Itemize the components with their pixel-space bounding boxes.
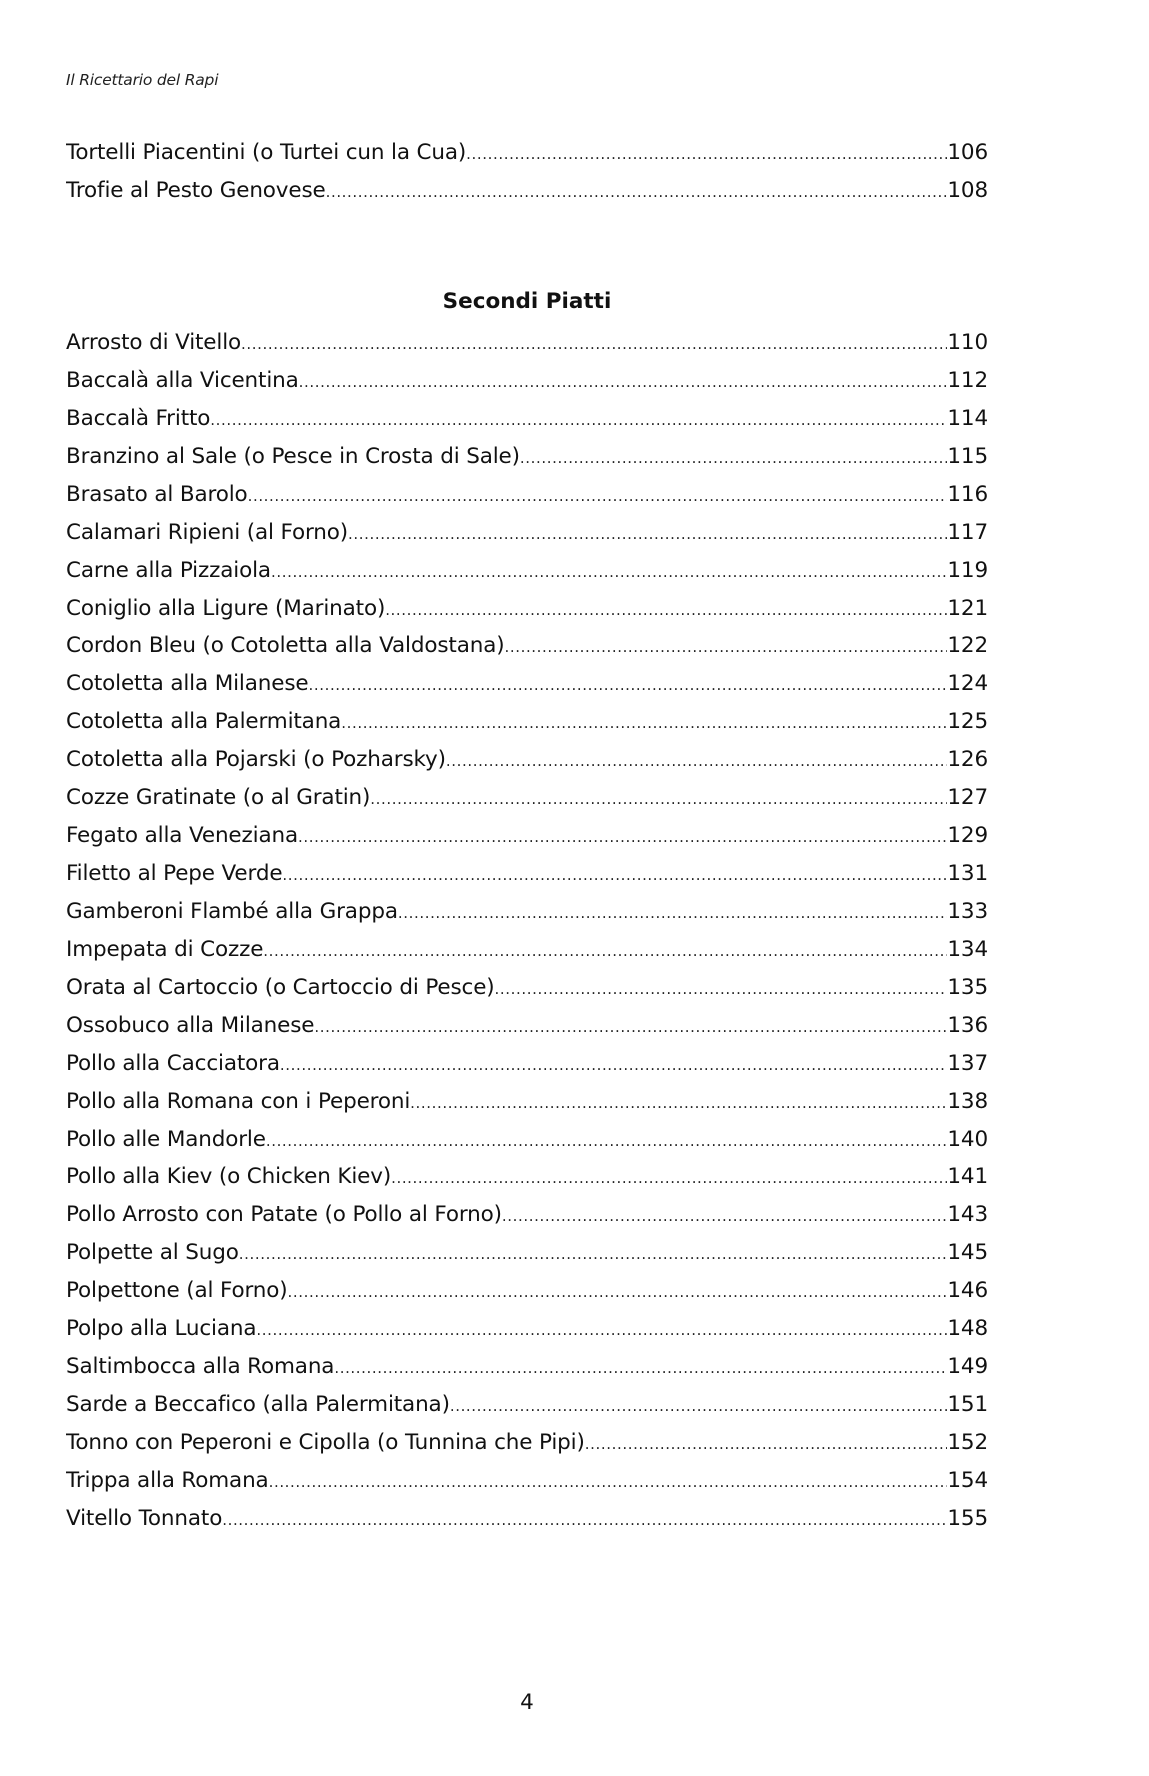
toc-entry-page: 106 — [947, 140, 988, 165]
toc-entry[interactable] — [66, 973, 988, 1003]
toc-entry[interactable] — [66, 1276, 988, 1306]
dot-leader — [308, 670, 947, 699]
toc-entry[interactable] — [66, 859, 988, 889]
toc-entry[interactable] — [66, 1125, 988, 1155]
dot-leader — [282, 860, 947, 889]
toc-entry-title: Cotoletta alla Palermitana — [66, 709, 342, 735]
toc-entry-title: Pollo alla Romana con i Peperoni — [66, 1088, 411, 1114]
dot-leader — [385, 595, 947, 624]
toc-entry-title: Brasato al Barolo — [66, 481, 248, 507]
toc-entry-page: 151 — [947, 1392, 988, 1418]
toc-entry-page: 155 — [947, 1505, 988, 1531]
toc-entry-page: 124 — [947, 671, 988, 697]
dot-leader — [314, 1012, 947, 1041]
toc-entry[interactable] — [66, 1200, 988, 1230]
toc-entry-title: Pollo Arrosto con Patate (o Pollo al Forno) — [66, 1202, 502, 1228]
toc-entry[interactable] — [66, 745, 988, 775]
toc-entry[interactable] — [66, 366, 988, 396]
dot-leader — [263, 936, 947, 965]
toc-entry[interactable] — [66, 556, 988, 586]
toc-entry-page: 117 — [947, 519, 988, 545]
toc-entry-page: 114 — [947, 405, 988, 431]
running-header: Il Ricettario del Rapi — [66, 71, 219, 89]
toc-entry-page: 148 — [947, 1316, 988, 1342]
page-number: 4 — [520, 1690, 534, 1715]
dot-leader — [288, 1277, 948, 1306]
toc-entry[interactable] — [66, 328, 988, 358]
toc-entry-title: Filetto al Pepe Verde — [66, 861, 283, 887]
toc-entry-page: 134 — [947, 936, 988, 962]
toc-entry-title: Polpettone (al Forno) — [66, 1278, 288, 1304]
toc-entry-page: 135 — [947, 974, 988, 1000]
toc-entry-page: 136 — [947, 1012, 988, 1038]
toc-entry-title: Ossobuco alla Milanese — [66, 1012, 315, 1038]
toc-entry-title: Pollo alla Cacciatora — [66, 1050, 280, 1076]
dot-leader — [410, 1088, 947, 1117]
toc-entry-page: 116 — [947, 481, 988, 507]
toc-entry[interactable] — [66, 480, 988, 510]
dot-leader — [239, 1239, 948, 1268]
toc-entry[interactable] — [66, 783, 988, 813]
toc-entry-title: Trippa alla Romana — [66, 1467, 269, 1493]
toc-entry-title: Calamari Ripieni (al Forno) — [66, 519, 349, 545]
toc-entry-title: Branzino al Sale (o Pesce in Crosta di Sale) — [66, 443, 520, 469]
toc-entry[interactable] — [66, 631, 988, 661]
toc-entry[interactable] — [66, 1049, 988, 1079]
toc-entry-page: 137 — [947, 1050, 988, 1076]
toc-entry[interactable] — [66, 1466, 988, 1496]
toc-entry[interactable] — [66, 404, 988, 434]
toc-entry-title: Cotoletta alla Milanese — [66, 671, 309, 697]
dot-leader — [241, 329, 947, 358]
toc-entry-title: Polpette al Sugo — [66, 1240, 239, 1266]
toc-entry-title: Sarde a Beccafico (alla Palermitana) — [66, 1392, 450, 1418]
toc-entry[interactable] — [66, 897, 988, 927]
toc-entry-title: Pollo alle Mandorle — [66, 1126, 266, 1152]
toc-entry[interactable] — [66, 1390, 988, 1420]
toc-entry-page: 121 — [947, 595, 988, 621]
toc-entry-title: Vitello Tonnato — [66, 1505, 223, 1531]
dot-leader — [398, 898, 948, 927]
toc-entry-page: 141 — [947, 1164, 988, 1190]
toc-entry-title: Fegato alla Veneziana — [66, 823, 298, 849]
toc-entry-page: 143 — [947, 1202, 988, 1228]
dot-leader — [450, 1391, 948, 1420]
dot-leader — [520, 443, 948, 472]
toc-entry[interactable] — [66, 1352, 988, 1382]
dot-leader — [348, 519, 947, 548]
toc-entry-title: Pollo alla Kiev (o Chicken Kiev) — [66, 1164, 392, 1190]
toc-entry-title: Arrosto di Vitello — [66, 330, 242, 355]
toc-entry-title: Orata al Cartoccio (o Cartoccio di Pesce) — [66, 974, 495, 1000]
toc-entry-title: Gamberoni Flambé alla Grappa — [66, 898, 398, 924]
toc-entry[interactable] — [66, 1011, 988, 1041]
dot-leader — [495, 974, 948, 1003]
dot-leader — [370, 784, 947, 813]
toc-entry[interactable] — [66, 518, 988, 548]
toc-entry-page: 110 — [947, 330, 988, 355]
dot-leader — [502, 1201, 948, 1230]
toc-entry[interactable] — [66, 442, 988, 472]
toc-entry[interactable] — [66, 138, 988, 168]
toc-entry-page: 127 — [947, 785, 988, 811]
toc-entry[interactable] — [66, 1504, 988, 1534]
dot-leader — [585, 1429, 948, 1458]
dot-leader — [391, 1163, 947, 1192]
toc-entry-title: Cozze Gratinate (o al Gratin) — [66, 785, 371, 811]
toc-entry-title: Cotoletta alla Pojarski (o Pozharsky) — [66, 747, 446, 773]
dot-leader — [256, 1315, 947, 1344]
toc-entry-page: 145 — [947, 1240, 988, 1266]
toc-entry-page: 122 — [947, 633, 988, 659]
toc-entry-page: 108 — [947, 177, 988, 203]
toc-entry-page: 112 — [947, 367, 988, 393]
toc-entry-title: Trofie al Pesto Genovese — [66, 177, 326, 203]
toc-entry-title: Baccalà alla Vicentina — [66, 367, 299, 393]
toc-entry-page: 154 — [947, 1467, 988, 1493]
dot-leader — [326, 177, 948, 206]
toc-entry-page: 146 — [947, 1278, 988, 1304]
toc-entry[interactable] — [66, 1087, 988, 1117]
toc-entry-title: Impepata di Cozze — [66, 936, 264, 962]
dot-leader — [298, 822, 947, 851]
toc-entry-title: Baccalà Fritto — [66, 405, 211, 431]
toc-entry-title: Cordon Bleu (o Cotoletta alla Valdostana) — [66, 633, 505, 659]
dot-leader — [334, 1353, 947, 1382]
dot-leader — [271, 557, 947, 586]
dot-leader — [222, 1505, 947, 1534]
toc-entry[interactable] — [66, 1428, 988, 1458]
dot-leader — [466, 139, 947, 168]
toc-entry-page: 115 — [947, 443, 988, 469]
toc-entry-page: 140 — [947, 1126, 988, 1152]
dot-leader — [269, 1467, 948, 1496]
dot-leader — [504, 632, 947, 661]
toc-entry[interactable] — [66, 821, 988, 851]
dot-leader — [446, 746, 948, 775]
toc-entry[interactable] — [66, 669, 988, 699]
toc-entry-title: Tonno con Peperoni e Cipolla (o Tunnina che Pipi) — [66, 1429, 585, 1455]
toc-entry-title: Saltimbocca alla Romana — [66, 1354, 335, 1380]
toc-entry[interactable] — [66, 935, 988, 965]
dot-leader — [341, 708, 947, 737]
toc-entry-page: 149 — [947, 1354, 988, 1380]
toc-entry[interactable] — [66, 1238, 988, 1268]
toc-entry[interactable] — [66, 1162, 988, 1192]
toc-entry-title: Carne alla Pizzaiola — [66, 557, 271, 583]
toc-entry-page: 133 — [947, 898, 988, 924]
dot-leader — [280, 1050, 948, 1079]
toc-entry[interactable] — [66, 594, 988, 624]
toc-entry-page: 129 — [947, 823, 988, 849]
dot-leader — [266, 1126, 948, 1155]
toc-entry[interactable] — [66, 176, 988, 206]
toc-entry[interactable] — [66, 707, 988, 737]
toc-entry-title: Polpo alla Luciana — [66, 1316, 257, 1342]
toc-entry-page: 138 — [947, 1088, 988, 1114]
toc-entry-page: 152 — [947, 1429, 988, 1455]
dot-leader — [299, 367, 948, 396]
dot-leader — [248, 481, 948, 510]
toc-entry-page: 119 — [947, 557, 988, 583]
toc-entry[interactable] — [66, 1314, 988, 1344]
toc-entry-title: Tortelli Piacentini (o Turtei cun la Cua) — [66, 140, 467, 165]
toc-entry-page: 131 — [947, 861, 988, 887]
section-heading: Secondi Piatti — [442, 289, 612, 314]
toc-entry-page: 126 — [947, 747, 988, 773]
dot-leader — [210, 405, 947, 434]
toc-entry-title: Coniglio alla Ligure (Marinato) — [66, 595, 386, 621]
toc-entry-page: 125 — [947, 709, 988, 735]
